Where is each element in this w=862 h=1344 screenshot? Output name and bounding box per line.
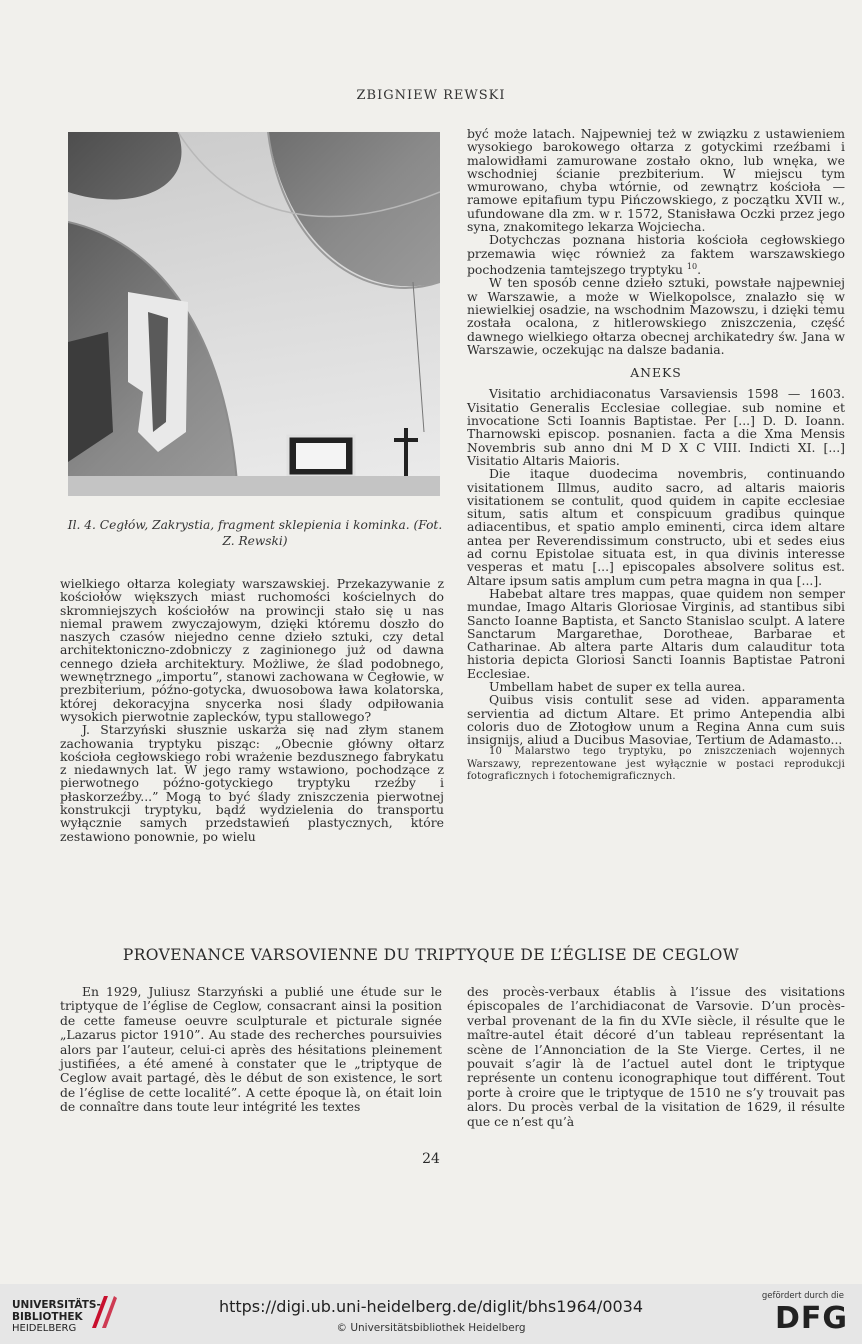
footnote: 10 Malarstwo tego tryptyku, po zniszczeniach wojennych Warszawy, reprezentowane jest wyłącznie w postaci reprodukcji fotograficznych i fotochemigraficznych. bbox=[467, 746, 845, 783]
document-url-link[interactable]: https://digi.ub.uni-heidelberg.de/diglit/bhs1964/0034 bbox=[218, 1297, 644, 1316]
dfg-logo[interactable]: DFG bbox=[774, 1301, 848, 1336]
paragraph: J. Starzyński słusznie uskarża się nad złym stanem zachowania tryptyku pisząc: „Obecnie główny ołtarz kościoła cegłowskiego robi wrażenie bezdusznego fabrykatu z niedawnych lat. W jego ramy wstawiono, pochodzące z pierwotnego późno-gotyckiego tryptyku rzeźby i płaskorzeźby...” Mogą to być ślady zniszczenia pierwotnej konstrukcji tryptyku, bądź wydzielenia do transportu wyłącznie samych przedstawień plastycznych, które zestawiono ponownie, po wielu bbox=[60, 722, 444, 844]
figure-photo-vault bbox=[68, 132, 440, 496]
french-column-left bbox=[60, 985, 442, 1115]
annex-paragraph: Visitatio archidiaconatus Varsaviensis 1598 — 1603. Visitatio Generalis Ecclesiae collegiae. sub nomine et invocatione Scti Ioannis Baptistae. Per [...] D. D. Ioann. Tharnowski episcop. posnanien. facta a die Xma Mensis Novembris sub anno dni M D X C VIII. Indicti XI. [...] Visitatio Altaris Maioris. bbox=[467, 386, 845, 468]
vault-photo-illustration bbox=[68, 132, 440, 496]
annex-paragraph: Umbellam habet de super ex tella aurea. bbox=[489, 679, 746, 694]
paragraph: W ten sposób cenne dzieło sztuki, powstałe najpewniej w Warszawie, a może w Wielkopolsce, znalazło się w niewielkiej osadzie, na wschodnim Mazowszu, i dzięki temu została ocalona, z hitlerowskiego zniszczenia, część dawnego wielkiego ołtarza obecnej archikatedry św. Jana w Warszawie, oczekując na dalsze badania. bbox=[467, 275, 845, 357]
french-column-right bbox=[467, 985, 845, 1129]
paragraph: być może latach. Najpewniej też w związku z ustawieniem wysokiego barokowego ołtarza z gotyckimi rzeźbami i malowidłami zamurowane zostało okno, lub wnęka, we wschodniej ścianie prezbiterium. W miejscu tym wmurowano, chyba wtórnie, od zewnątrz kościoła — ramowe epitafium typu Pińczowskiego, z początku XVII w., ufundowane dla zm. w r. 1572, Stanisława Oczki przez jego syna, znakomitego lekarza Wojciecha. bbox=[467, 126, 845, 235]
figure-caption: Il. 4. Cegłów, Zakrystia, fragment sklepienia i kominka. (Fot. Z. Rewski) bbox=[67, 518, 443, 548]
paragraph: wielkiego ołtarza kolegiaty warszawskiej. Przekazywanie z kościołów większych miast ruchomości kościelnych do skromniejszych kościołów na prowincji stało się u nas niemal prawem zwyczajowym, dzięki któremu doszło do naszych czasów niejedno cenne dzieło sztuki, czy detal architektoniczno-zdobniczy z zaginionego już od dawna cennego dzieła architektury. Możliwe, że ślad podobnego, wewnętrznego „importu”, stanowi zachowana w Cegłowie, w prezbiterium, późno-gotycka, dwuosobowa ława kolatorska, której dekoracyjna snycerka nosi ślady odpiłowania wysokich pierwotnie zaplecków, typu stallowego? bbox=[60, 576, 444, 724]
library-logo-text[interactable]: UNIVERSITÄTS- BIBLIOTHEK HEIDELBERG bbox=[12, 1299, 101, 1334]
paragraph: En 1929, Juliusz Starzyński a publié une étude sur le triptyque de l’église de Ceglow, consacrant ainsi la position de cette fameuse oeuvre sculpturale et picturale signée „Lazarus pictor 1910”. Au stade des recherches poursuivies alors par l’auteur, celui-ci après des hésitations pleinement justifiées, a été amené à constater que le „triptyque de Ceglow avait partagé, dès le début de son existence, le sort de l’église de cette localité”. A cette époque là, on était loin de connaître dans toute leur intégrité les textes bbox=[60, 984, 442, 1115]
left-column-middle bbox=[60, 577, 444, 843]
running-head: ZBIGNIEW REWSKI bbox=[356, 88, 506, 103]
copyright-notice: © Universitätsbibliothek Heidelberg bbox=[336, 1322, 526, 1334]
paragraph: Dotychczas poznana historia kościoła cegłowskiego przemawia więc również za faktem warszawskiego pochodzenia tamtejszego tryptyku $^{10}$. bbox=[467, 232, 845, 278]
right-column-top bbox=[467, 127, 845, 784]
footnote-ref: 10 bbox=[686, 261, 698, 271]
page-number: 24 bbox=[422, 1151, 440, 1167]
funded-by-label: gefördert durch die bbox=[761, 1291, 844, 1301]
aneks-heading: ANEKS bbox=[630, 365, 682, 381]
annex-paragraph: Quibus visis contulit sese ad viden. apparamenta servientia ad dictum Altare. Et primo Antependia albi coloris duo de Złotogłow unum a Regina Anna cum suis insignijs, aliud a Ducibus Masoviae, Tertium de Adamasto... bbox=[467, 692, 845, 748]
french-summary-title: PROVENANCE VARSOVIENNE DU TRIPTYQUE DE L’ÉGLISE DE CEGLOW bbox=[122, 946, 740, 964]
annex-paragraph: Die itaque duodecima novembris, continuando visitationem Illmus, audito sacro, ad altaris maioris visitationem se contulit, quod quidem in capite ecclesiae situm, satis altum et conspicuum gradibus quinque adiacentibus, et spatio amplo eminenti, circa idem altare antea per Reverendissimum constructo, ubi et sedes eius ad cornu Epistolae situata est, in qua divinis interesse vesperas et matu [...] episcopales absolvere solitus est. Altare ipsum satis amplum cum petra magna in qua [...]. bbox=[467, 466, 845, 588]
paragraph: des procès-verbaux établis à l’issue des visitations épiscopales de l’archidiaconat de Varsovie. D’un procès-verbal provenant de la fin du XVIe siècle, il résulte que le maître-autel était décoré d’un tableau représentant la scène de l’Annonciation de la Ste Vierge. Certes, il ne pouvait s’agir là de l’actuel autel dont le triptyque représente un contenu iconographique tout différent. Tout porte à croire que le triptyque de 1510 ne s’y trouvait pas alors. Du procès verbal de la visitation de 1629, il résulte que ce n’est qu’à bbox=[467, 984, 845, 1129]
annex-paragraph: Habebat altare tres mappas, quae quidem non semper mundae, Imago Altaris Gloriosae Virginis, ad stantibus sibi Sancto Ioanne Baptista, et Sancto Stanislao sculpt. A latere Sanctarum Margarethae, Dorotheae, Barbarae et Catharinae. Ab altera parte Altaris dum calauditur tota historia depicta Gloriosi Sancti Ioannis Baptistae Patroni Ecclesiae. bbox=[467, 585, 845, 681]
viewer-footer bbox=[0, 1284, 862, 1344]
